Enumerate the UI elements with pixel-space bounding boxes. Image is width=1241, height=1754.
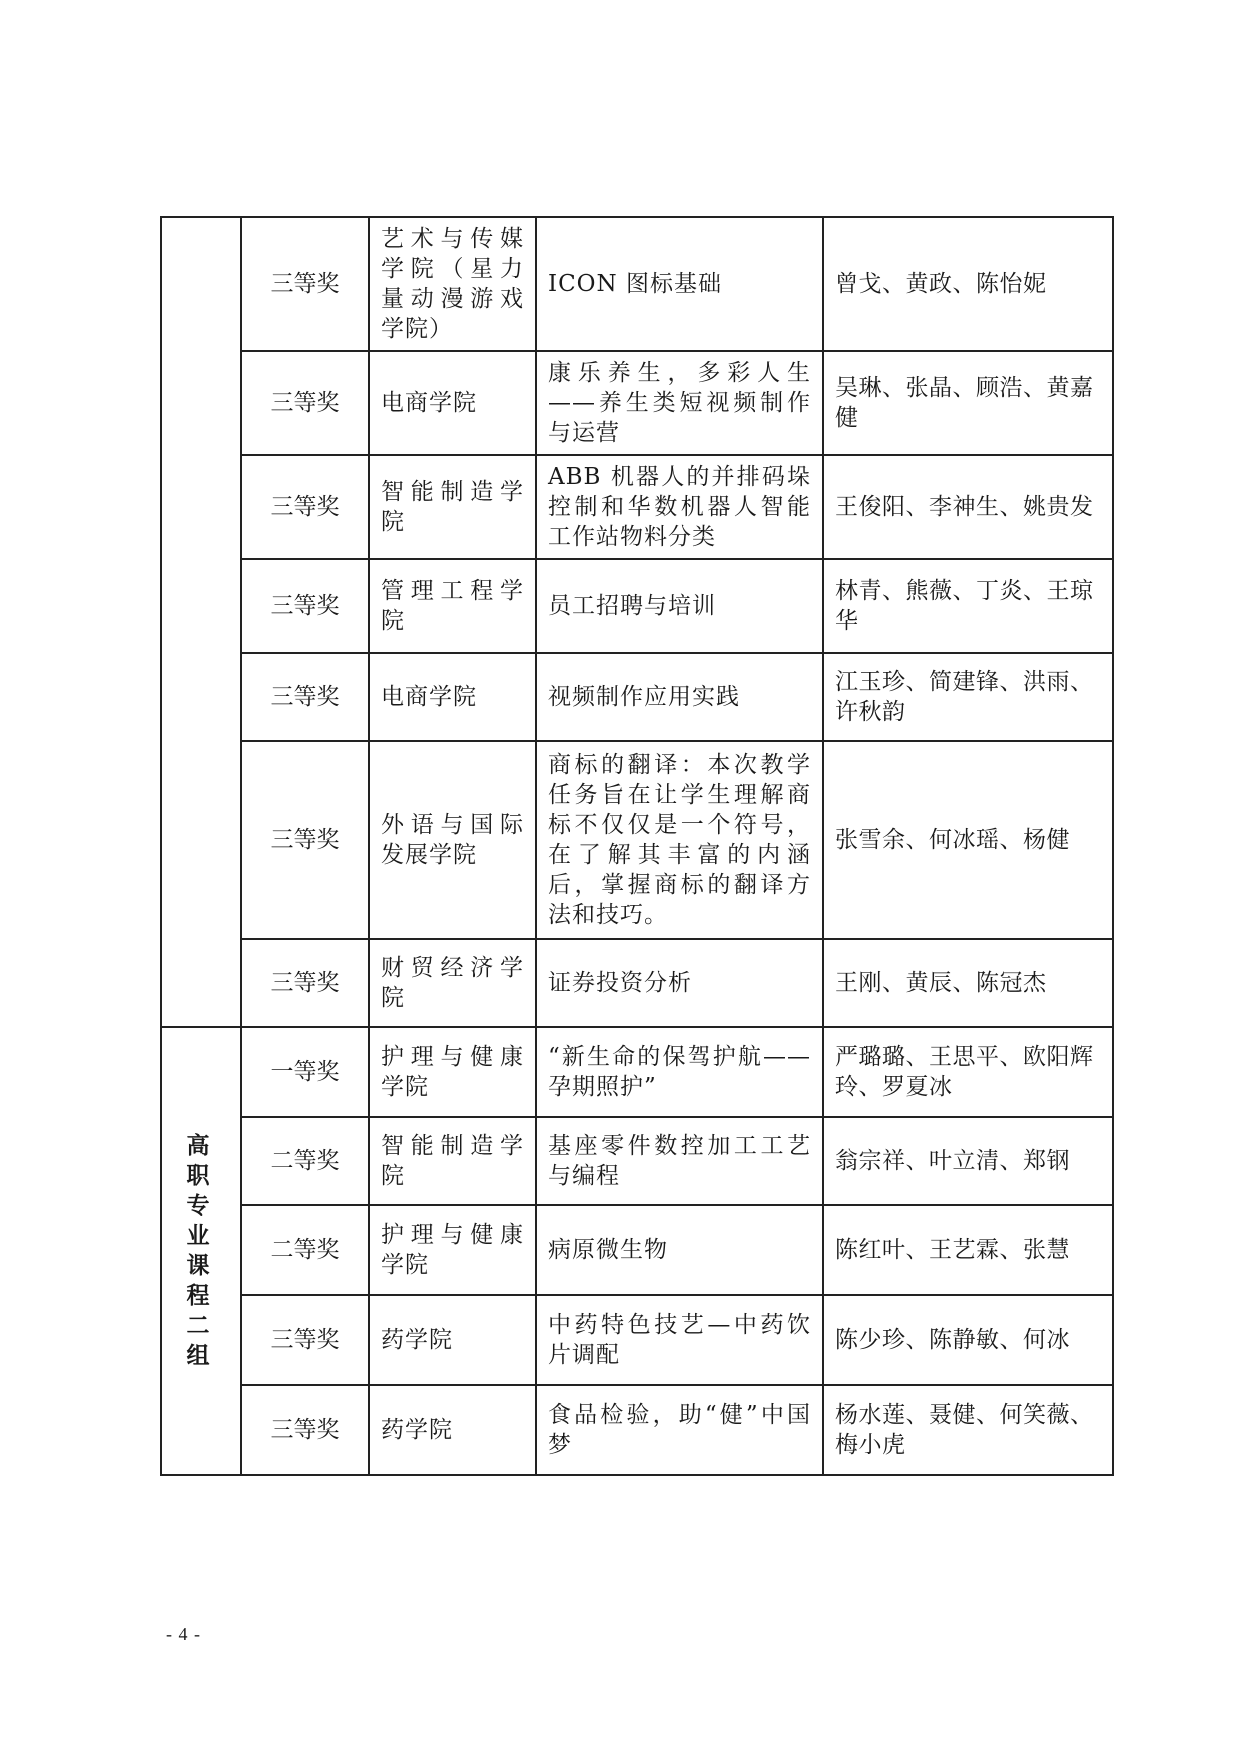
table-row (161, 1205, 1113, 1295)
project-title: 基座零件数控加工工艺与编程 (536, 1117, 823, 1205)
team-members: 严璐璐、王思平、欧阳辉玲、罗夏冰 (823, 1027, 1113, 1117)
table-row (161, 741, 1113, 939)
team-members: 王俊阳、李神生、姚贵发 (823, 455, 1113, 559)
project-title: 视频制作应用实践 (536, 653, 823, 741)
table-row (161, 653, 1113, 741)
college-name: 外语与国际发展学院 (369, 741, 536, 939)
award-level: 三等奖 (241, 1295, 369, 1385)
awards-table (160, 216, 1114, 1476)
project-title: 康乐养生，多彩人生——养生类短视频制作与运营 (536, 351, 823, 455)
award-level: 二等奖 (241, 1117, 369, 1205)
college-name: 智能制造学院 (369, 1117, 536, 1205)
table-row (161, 559, 1113, 653)
award-level: 三等奖 (241, 351, 369, 455)
college-name: 管理工程学院 (369, 559, 536, 653)
project-title: 中药特色技艺—中药饮片调配 (536, 1295, 823, 1385)
table-row (161, 1117, 1113, 1205)
table-row (161, 1027, 1113, 1117)
college-name: 药学院 (369, 1385, 536, 1475)
project-title: 员工招聘与培训 (536, 559, 823, 653)
group-cell-continued (161, 217, 241, 1027)
team-members: 翁宗祥、叶立清、郑钢 (823, 1117, 1113, 1205)
table-row (161, 1295, 1113, 1385)
project-title: ICON 图标基础 (536, 217, 823, 351)
award-level: 三等奖 (241, 559, 369, 653)
team-members: 江玉珍、简建锋、洪雨、许秋韵 (823, 653, 1113, 741)
college-name: 艺术与传媒学院（星力量动漫游戏学院） (369, 217, 536, 351)
team-members: 王刚、黄辰、陈冠杰 (823, 939, 1113, 1027)
college-name: 智能制造学院 (369, 455, 536, 559)
table-row (161, 939, 1113, 1027)
project-title: 商标的翻译：本次教学任务旨在让学生理解商标不仅仅是一个符号，在了解其丰富的内涵后，掌握商标的翻译方法和技巧。 (536, 741, 823, 939)
award-level: 三等奖 (241, 455, 369, 559)
project-title: ABB 机器人的并排码垛控制和华数机器人智能工作站物料分类 (536, 455, 823, 559)
award-level: 一等奖 (241, 1027, 369, 1117)
award-level: 三等奖 (241, 653, 369, 741)
college-name: 护理与健康学院 (369, 1027, 536, 1117)
team-members: 吴琳、张晶、顾浩、黄嘉健 (823, 351, 1113, 455)
college-name: 财贸经济学院 (369, 939, 536, 1027)
college-name: 药学院 (369, 1295, 536, 1385)
group-cell (161, 1027, 241, 1475)
team-members: 林青、熊薇、丁炎、王琼华 (823, 559, 1113, 653)
group-label: 高职专业课程二组 (186, 1133, 216, 1369)
team-members: 杨水莲、聂健、何笑薇、梅小虎 (823, 1385, 1113, 1475)
project-title: “新生命的保驾护航——孕期照护” (536, 1027, 823, 1117)
team-members: 陈少珍、陈静敏、何冰 (823, 1295, 1113, 1385)
award-level: 三等奖 (241, 741, 369, 939)
page-number: - 4 - (166, 1624, 201, 1644)
award-level: 三等奖 (241, 939, 369, 1027)
college-name: 护理与健康学院 (369, 1205, 536, 1295)
project-title: 病原微生物 (536, 1205, 823, 1295)
team-members: 张雪余、何冰瑶、杨健 (823, 741, 1113, 939)
project-title: 食品检验，助“健”中国梦 (536, 1385, 823, 1475)
table-row (161, 455, 1113, 559)
college-name: 电商学院 (369, 351, 536, 455)
table-row (161, 217, 1113, 351)
award-level: 二等奖 (241, 1205, 369, 1295)
team-members: 曾戈、黄政、陈怡妮 (823, 217, 1113, 351)
table-row (161, 1385, 1113, 1475)
team-members: 陈红叶、王艺霖、张慧 (823, 1205, 1113, 1295)
table-row (161, 351, 1113, 455)
award-level: 三等奖 (241, 217, 369, 351)
award-level: 三等奖 (241, 1385, 369, 1475)
project-title: 证券投资分析 (536, 939, 823, 1027)
college-name: 电商学院 (369, 653, 536, 741)
